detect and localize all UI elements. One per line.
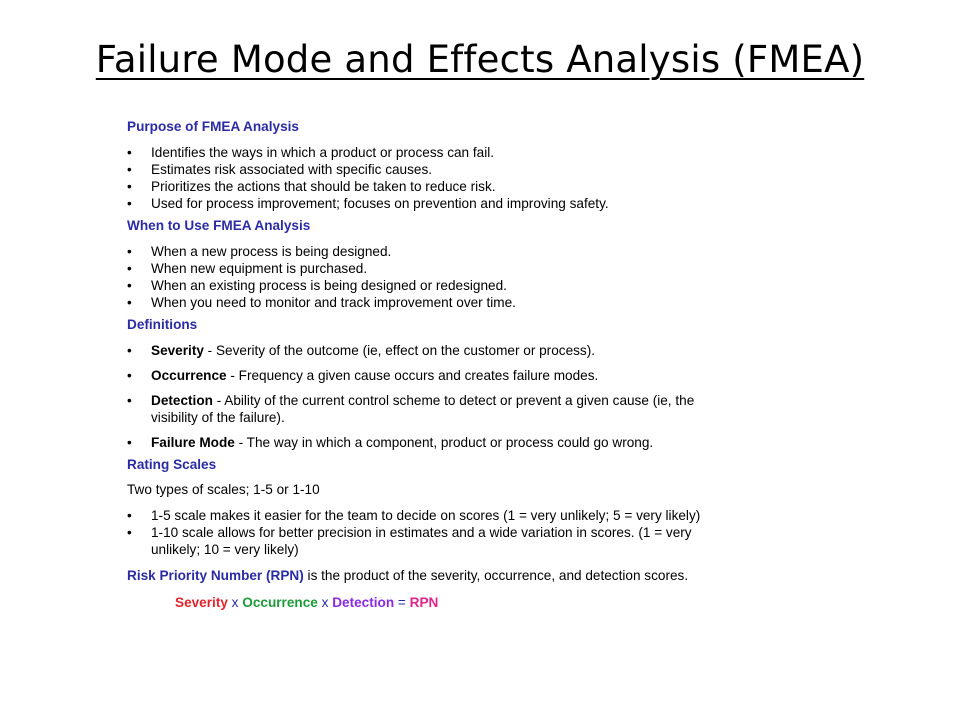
bullet-icon: • (127, 343, 132, 358)
list-item: • When you need to monitor and track improvement over time. (127, 295, 516, 310)
bullet-icon: • (127, 508, 132, 523)
bullet-icon: • (127, 295, 132, 310)
slide-title: Failure Mode and Effects Analysis (FMEA) (95, 38, 865, 81)
bullet-icon: • (127, 435, 132, 450)
definitions-list (127, 342, 727, 451)
purpose-heading: Purpose of FMEA Analysis (127, 119, 299, 134)
definition-text: - Severity of the outcome (ie, effect on the customer or process). (203, 343, 596, 358)
rpn-term: Risk Priority Number (RPN) (127, 568, 304, 583)
definition-text: - The way in which a component, product or process could go wrong. (234, 435, 654, 450)
rating-scales-list (127, 507, 727, 558)
formula-rpn: RPN (409, 595, 439, 610)
formula-occurrence: Occurrence (242, 595, 318, 610)
rpn-formula (175, 594, 727, 611)
definition-term: Severity (151, 343, 204, 358)
definition-text: - Ability of the current control scheme to detect or prevent a given cause (ie, the visibility of the failure). (151, 393, 695, 425)
fmea-content (127, 116, 727, 611)
bullet-icon: • (127, 278, 132, 293)
rpn-text: is the product of the severity, occurrence, and detection scores. (303, 568, 689, 583)
bullet-icon: • (127, 244, 132, 259)
when-to-use-heading: When to Use FMEA Analysis (127, 218, 311, 233)
formula-operator: x (317, 595, 333, 610)
definition-term: Detection (151, 393, 213, 408)
when-to-use-list (127, 243, 727, 311)
rating-scales-heading: Rating Scales (127, 457, 217, 472)
bullet-icon: • (127, 196, 132, 211)
list-item: • When a new process is being designed. (127, 244, 392, 259)
bullet-icon: • (127, 368, 132, 383)
definition-text: - Frequency a given cause occurs and creates failure modes. (226, 368, 599, 383)
bullet-icon: • (127, 525, 132, 540)
list-item: • Prioritizes the actions that should be taken to reduce risk. (127, 179, 496, 194)
rpn-definition (127, 567, 727, 584)
formula-operator: x (227, 595, 243, 610)
bullet-icon: • (127, 261, 132, 276)
formula-detection: Detection (332, 595, 395, 610)
definitions-heading: Definitions (127, 317, 198, 332)
formula-equals: = (394, 595, 410, 610)
list-item: • Identifies the ways in which a product or process can fail. (127, 145, 495, 160)
list-item: • Estimates risk associated with specific causes. (127, 162, 433, 177)
list-item: • When an existing process is being designed or redesigned. (127, 278, 507, 293)
purpose-list (127, 144, 727, 212)
bullet-icon: • (127, 162, 132, 177)
list-item: • 1-5 scale makes it easier for the team to decide on scores (1 = very unlikely; 5 = very likely) (127, 508, 701, 523)
definition-item (127, 434, 727, 451)
definition-term: Occurrence (151, 368, 227, 383)
list-item: • 1-10 scale allows for better precision in estimates and a wide variation in scores. (1 = very unlikely; 10 = very likely) (127, 525, 692, 557)
bullet-icon: • (127, 145, 132, 160)
rating-scales-intro: Two types of scales; 1-5 or 1-10 (127, 482, 320, 497)
definition-item (127, 367, 727, 384)
list-item: • Used for process improvement; focuses on prevention and improving safety. (127, 196, 609, 211)
bullet-icon: • (127, 393, 132, 408)
definition-term: Failure Mode (151, 435, 235, 450)
definition-item (127, 392, 727, 426)
list-item: • When new equipment is purchased. (127, 261, 368, 276)
definition-item (127, 342, 727, 359)
bullet-icon: • (127, 179, 132, 194)
formula-severity: Severity (175, 595, 228, 610)
